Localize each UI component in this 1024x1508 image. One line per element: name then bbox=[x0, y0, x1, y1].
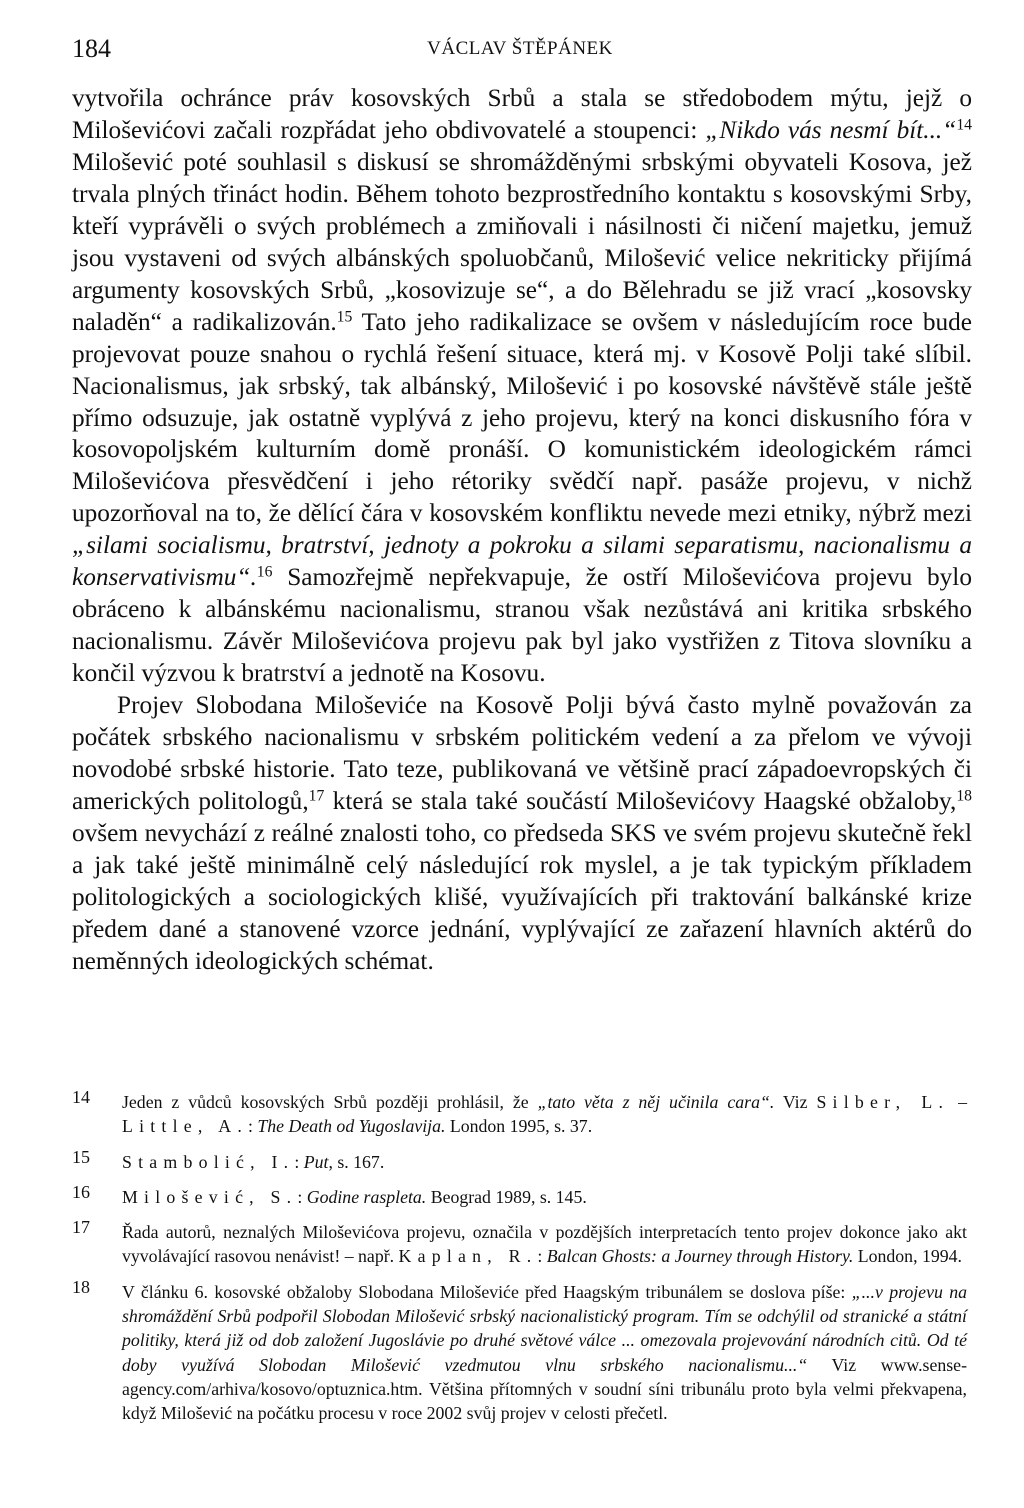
author-name: Silber, L. bbox=[816, 1092, 950, 1112]
footnote-number: 17 bbox=[72, 1217, 90, 1238]
footnote-ref-14: 14 bbox=[956, 116, 972, 134]
page-header bbox=[72, 34, 968, 64]
body-paragraph-2 bbox=[72, 690, 972, 978]
quote-italic: „Nikdo vás nesmí bít...“ bbox=[705, 115, 957, 144]
main-text bbox=[72, 83, 972, 978]
footnote-18 bbox=[72, 1276, 967, 1426]
footnote-15 bbox=[72, 1146, 967, 1174]
text-run: London, 1994. bbox=[853, 1246, 962, 1267]
body-paragraph-1 bbox=[72, 83, 972, 690]
text-run: : bbox=[294, 1151, 304, 1172]
book-title: Balcan Ghosts: a Journey through History. bbox=[546, 1246, 854, 1267]
text-run: vytvořila ochránce práv kosovských Srbů a stala se středobodem mýtu, jejž o Miloševićovi začali rozpřádat jeho obdivovatelé a stoupenci: bbox=[72, 84, 972, 144]
author-name: Little, A. bbox=[122, 1116, 249, 1137]
footnotes bbox=[72, 1087, 967, 1437]
footnote-17 bbox=[72, 1217, 967, 1269]
text-run: Viz www.sense-agency.com/arhiva/kosovo/optuznica.htm. Většina přítomných v soudní síni tribunálu proto byla velmi překvapena, když Milošević na počátku procesu v roce 2002 svůj projev v celosti přečetl. bbox=[122, 1354, 967, 1424]
book-title: Put bbox=[303, 1151, 329, 1172]
book-title: The Death od Yugoslavija. bbox=[257, 1116, 446, 1137]
text-run: London 1995, s. 37. bbox=[445, 1116, 593, 1137]
footnote-ref-16: 16 bbox=[256, 563, 273, 581]
running-head-author: VÁCLAV ŠTĚPÁNEK bbox=[427, 38, 613, 59]
page-number: 184 bbox=[72, 34, 111, 63]
book-title: Godine raspleta. bbox=[306, 1186, 427, 1207]
footnote-number: 14 bbox=[72, 1087, 90, 1107]
footnote-ref-17: 17 bbox=[308, 787, 325, 805]
text-run: Viz bbox=[774, 1092, 817, 1112]
footnote-ref-15: 15 bbox=[336, 308, 353, 326]
text-run: : bbox=[248, 1116, 258, 1137]
author-name: Stambolić, I. bbox=[122, 1151, 295, 1172]
author-name: Milošević, S. bbox=[122, 1186, 298, 1207]
text-run: Milošević poté souhlasil s diskusí se shromážděnými srbskými obyvateli Kosova, jež trvala plných třináct hodin. Během tohoto bezprostředního kontaktu s kosovskými Srby, kteří vyprávěli o svých problémech a zmiňovali i násilnosti či ničení majetku, jemuž jsou vystaveni od svých albánských spoluobčanů, Milošević velice nekriticky přijímá argumenty kosovských Srbů, „kosovizuje se“, a do Bělehradu se již vrací „kosovsky naladěn“ a radikalizován. bbox=[72, 147, 972, 336]
footnote-number: 16 bbox=[72, 1181, 90, 1202]
text-run: která se stala také součástí Miloševićovy Haagské obžaloby, bbox=[324, 786, 957, 815]
footnote-number: 15 bbox=[72, 1146, 90, 1167]
text-run: Beograd 1989, s. 145. bbox=[426, 1186, 587, 1207]
text-run: , s. 167. bbox=[328, 1151, 385, 1172]
quote-italic: „silami socialismu, bratrství, jednoty a pokroku a silami separatismu, nacionalismu a konservativismu“. bbox=[72, 531, 972, 592]
footnote-16 bbox=[72, 1181, 967, 1209]
quote-italic: „...v projevu na shromáždění Srbů podpořil Slobodan Milošević srbský nacionalistický program. Tím se odchýlil od stranické a státní politiky, která již od dob založení Jugoslávie po druhé světové válce ... omezovala projevování národních citů. Od té doby využívá Slobodan Milošević vzedmutou vlnu srbského nacionalismu...“ bbox=[122, 1281, 967, 1375]
text-run: : bbox=[537, 1246, 547, 1267]
text-run: Samozřejmě nepřekvapuje, že ostří Miloševićova projevu bylo obráceno k albánskému nacionalismu, stranou však nezůstává ani kritika srbského nacionalismu. Závěr Miloševićova projevu pak byl jako vystřižen z Titova slovníku a končil výzvou k bratrství a jednotě na Kosovu. bbox=[72, 563, 972, 688]
text-run: V článku 6. kosovské obžaloby Slobodana Miloševiće před Haagským tribunálem se doslova píše: bbox=[122, 1281, 852, 1302]
text-run: Projev Slobodana Miloševiće na Kosově Polji bývá často mylně považován za počátek srbského nacionalismu v srbském politickém vedení a za přelom ve vývoji novodobé srbské historie. Tato teze, publikovaná ve většině prací západoevropských či amerických politologů, bbox=[72, 691, 972, 815]
footnote-number: 18 bbox=[72, 1276, 90, 1297]
text-run: : bbox=[297, 1186, 307, 1207]
text-run: – bbox=[949, 1092, 967, 1112]
text-run: ovšem nevychází z reálné znalosti toho, co předseda SKS ve svém projevu skutečně řekl a jak také ještě minimálně celý následující rok myslel, a je tak typickým příkladem politologických a sociologických klišé, využívajících při traktování balkánské krize předem dané a stanovené vzorce jednání, vyplývající ze zařazení hlavních aktérů do neměnných ideologických schémat. bbox=[72, 818, 972, 975]
text-run: Tato jeho radikalizace se ovšem v následujícím roce bude projevovat pouze snahou o rychlá řešení situace, která mj. v Kosově Polji také slíbil. Nacionalismus, jak srbský, tak albánský, Milošević i po kosovské návštěvě stále ještě přímo odsuzuje, jak ostatně vyplývá z jeho projevu, který na konci diskusního fóra v kosovopoljském kulturním domě pronáší. O komunistickém ideologickém rámci Miloševićova přesvědčení i jeho rétoriky svědčí např. pasáže projevu, v nichž upozorňoval na to, že dělící čára v kosovském konfliktu nevede mezi etniky, nýbrž mezi bbox=[72, 307, 972, 528]
text-run: Jeden z vůdců kosovských Srbů později prohlásil, že bbox=[122, 1092, 538, 1112]
quote-italic: „tato věta z něj učinila cara“. bbox=[537, 1092, 775, 1112]
footnote-14 bbox=[72, 1087, 967, 1139]
footnote-ref-18: 18 bbox=[956, 787, 973, 805]
text-run: Řada autorů, neznalých Miloševićova projevu, označila v pozdějších interpretacích tento projev dokonce jako akt vyvolávající rasovou nenávist! – např. bbox=[122, 1222, 967, 1267]
author-name: Kaplan, R. bbox=[398, 1246, 538, 1267]
